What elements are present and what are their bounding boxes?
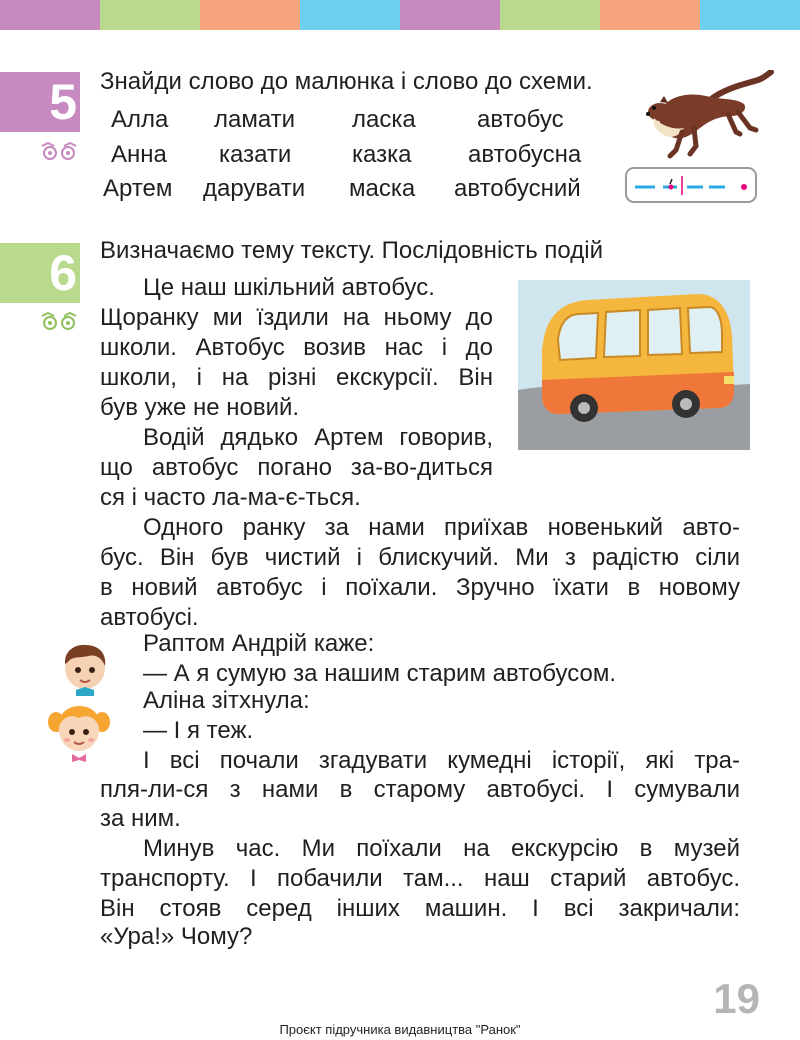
word-cell: казати [219,141,292,168]
story-line: транспорту. І побачили там... наш старий автобус. [100,865,740,892]
story-line: — І я теж. [143,717,254,744]
word-cell: маска [349,175,416,202]
word-cell: автобус [477,106,564,133]
story-line: автобусі. [100,604,199,631]
story-line: Аліна зітхнула: [143,687,310,714]
story-line: Раптом Андрій каже: [143,630,375,657]
bus-illustration [518,280,750,450]
story-line: був уже не новий. [100,394,300,421]
word-cell: Алла [111,106,169,133]
story-line: «Ура!» Чому? [100,923,253,950]
story-line: школи, і на різні екскурсії. Він [100,364,493,391]
publisher-footer: Проєкт підручника видавництва "Ранок" [279,1022,521,1037]
word-cell: казка [352,141,412,168]
stripe-segment [0,0,100,30]
story-line: Це наш шкільний автобус. [143,274,435,301]
story-line: Він стояв серед інших машин. І всі закричали: [100,895,740,922]
word-cell: автобусний [454,175,581,202]
story-line: в новий автобус і поїхали. Зручно їхати в новому [100,574,740,601]
stripe-segment [300,0,400,30]
word-cell: Анна [111,141,167,168]
task-number-6: 6 [0,243,80,303]
word-cell: дарувати [203,175,306,202]
stripe-segment [700,0,800,30]
story-line: Одного ранку за нами приїхав новенький авто- [143,514,740,541]
owl-eyes-icon [40,312,78,330]
task5-instruction: Знайди слово до малюнка і слово до схеми. [100,68,593,95]
word-cell: ламати [214,106,296,133]
top-color-stripe [0,0,800,30]
story-line: Водій дядько Артем говорив, [143,424,493,451]
story-line: І всі почали згадувати кумедні історії, які тра- [143,747,740,774]
word-cell: Артем [103,175,173,202]
task6-instruction: Визначаємо тему тексту. Послідовність подій [100,237,603,264]
stripe-segment [600,0,700,30]
word-scheme-diagram [625,167,757,203]
story-line: що автобус погано за-во-диться [100,454,493,481]
word-cell: ласка [352,106,416,133]
page-number: 19 [713,975,760,1022]
stripe-segment [200,0,300,30]
owl-eyes-icon [40,142,78,160]
story-line: ся і часто ла-ма-є-ться. [100,484,361,511]
stripe-segment [400,0,500,30]
story-line: пля-ли-ся з нами в старому автобусі. І сумували [100,776,740,803]
task-number-5: 5 [0,72,80,132]
story-line: — А я сумую за нашим старим автобусом. [143,660,616,687]
boy-avatar [58,640,112,696]
stripe-segment [100,0,200,30]
story-line: школи. Автобус возив нас і до [100,334,493,361]
story-line: за ним. [100,805,181,832]
word-cell: автобусна [468,141,582,168]
girl-avatar [48,700,110,764]
story-line: Щоранку ми їздили на ньому до [100,304,493,331]
weasel-illustration [640,70,775,162]
story-line: Минув час. Ми поїхали на екскурсію в музей [143,835,740,862]
story-line: бус. Він був чистий і блискучий. Ми з радістю сіли [100,544,740,571]
stripe-segment [500,0,600,30]
